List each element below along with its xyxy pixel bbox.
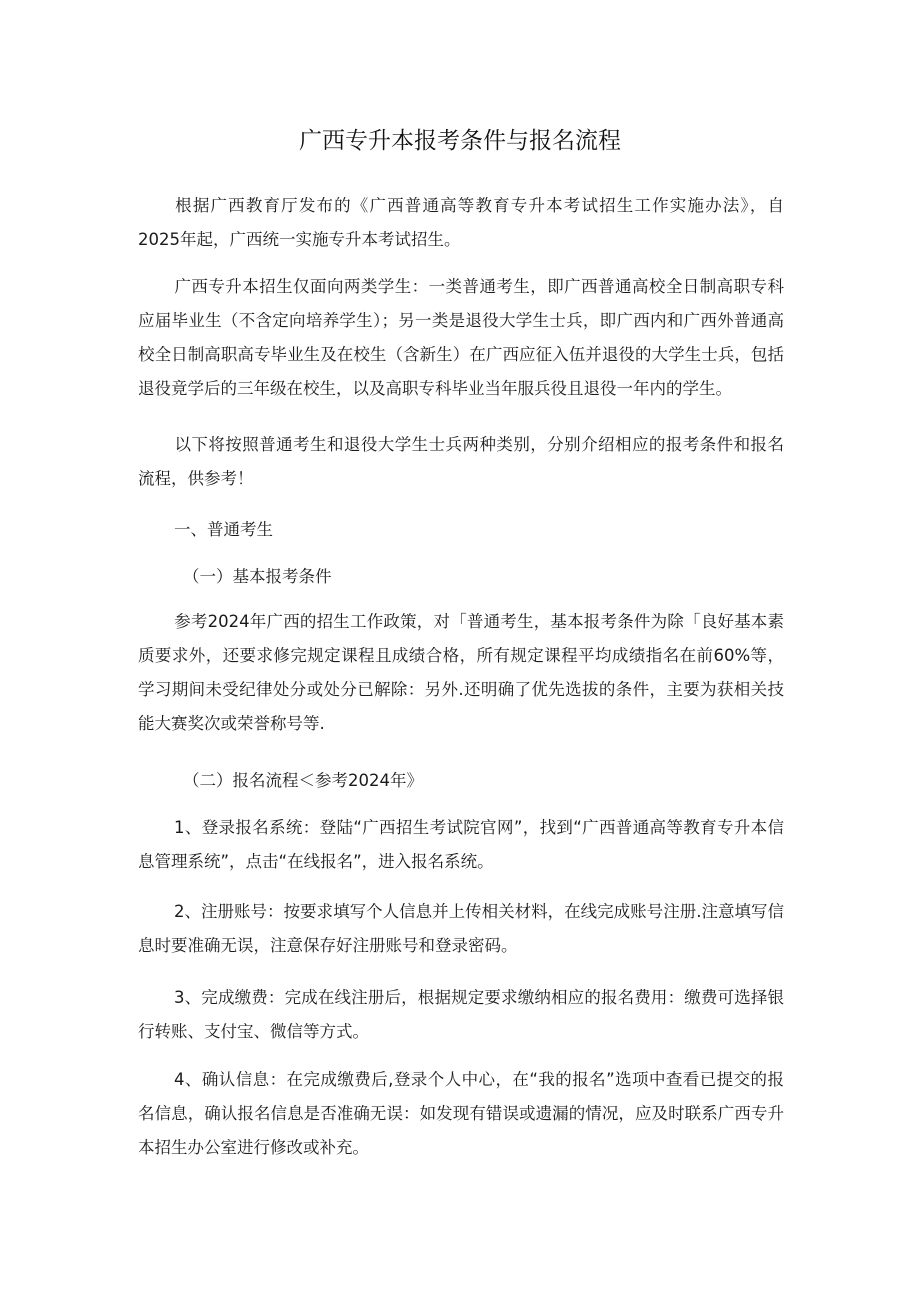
paragraph-intro	[138, 189, 784, 257]
paragraph-overview	[138, 428, 784, 496]
paragraph-targets-text: 广西专升本招生仅面向两类学生：一类普通考生，即广西普通高校全日制高职专科应届毕业生（不含定向培养学生）；另一类是退役大学生士兵，即广西内和广西外普通高校全日制高职高专毕业生及在校生（含新生）在广西应征入伍并退役的大学生士兵，包括退役竟学后的三年级在校生，以及高职专科毕业当年服兵役且退役一年内的学生。	[138, 277, 784, 398]
subsection-heading-registration-process: （二）报名流程＜参考2024年》	[183, 771, 423, 790]
paragraph-step2	[138, 895, 784, 963]
paragraph-step3	[138, 981, 784, 1049]
paragraph-step2-text: 2、注册账号：按要求填写个人信息并上传相关材料，在线完成账号注册.注意填写信息时要准确无误，注意保存好注册账号和登录密码。	[138, 902, 784, 955]
paragraph-targets	[138, 270, 784, 406]
paragraph-conditions-text: 参考2024年广西的招生工作政策，对「普通考生，基本报考条件为除「良好基本素质要求外，还要求修完规定课程且成绩合格，所有规定课程平均成绩指名在前60%等，学习期间未受纪律处分或处分已解除：另外.还明确了优先选拔的条件，主要为获相关技能大赛奖次或荣誉称号等.	[138, 612, 784, 733]
paragraph-step1-text: 1、登录报名系统：登陆“广西招生考试院官网”，找到“广西普通高等教育专升本信息管理系统”，点击“在线报名”，进入报名系统。	[138, 818, 784, 871]
paragraph-intro-text: 根据广西教育厅发布的《广西普通高等教育专升本考试招生工作实施办法》，自2025年起，广西统一实施专升本考试招生。	[138, 196, 784, 249]
paragraph-step4	[138, 1063, 784, 1165]
paragraph-conditions	[138, 605, 784, 741]
section-heading-general-candidates: 一、普通考生	[174, 520, 273, 539]
paragraph-step1	[138, 811, 784, 879]
document-title: 广西专升本报考条件与报名流程	[299, 128, 621, 154]
subsection-heading-basic-conditions: （一）基本报考条件	[183, 567, 332, 586]
paragraph-step3-text: 3、完成缴费：完成在线注册后，根据规定要求缴纳相应的报名费用：缴费可选择银行转账、支付宝、微信等方式。	[138, 988, 784, 1041]
paragraph-step4-text: 4、确认信息：在完成缴费后,登录个人中心，在“我的报名”选项中查看已提交的报名信息，确认报名信息是否准确无误：如发现有错误或遗漏的情况，应及时联系广西专升本招生办公室进行修改或补充。	[138, 1070, 784, 1157]
paragraph-overview-text: 以下将按照普通考生和退役大学生士兵两种类别，分别介绍相应的报考条件和报名流程，供参考！	[138, 435, 784, 488]
